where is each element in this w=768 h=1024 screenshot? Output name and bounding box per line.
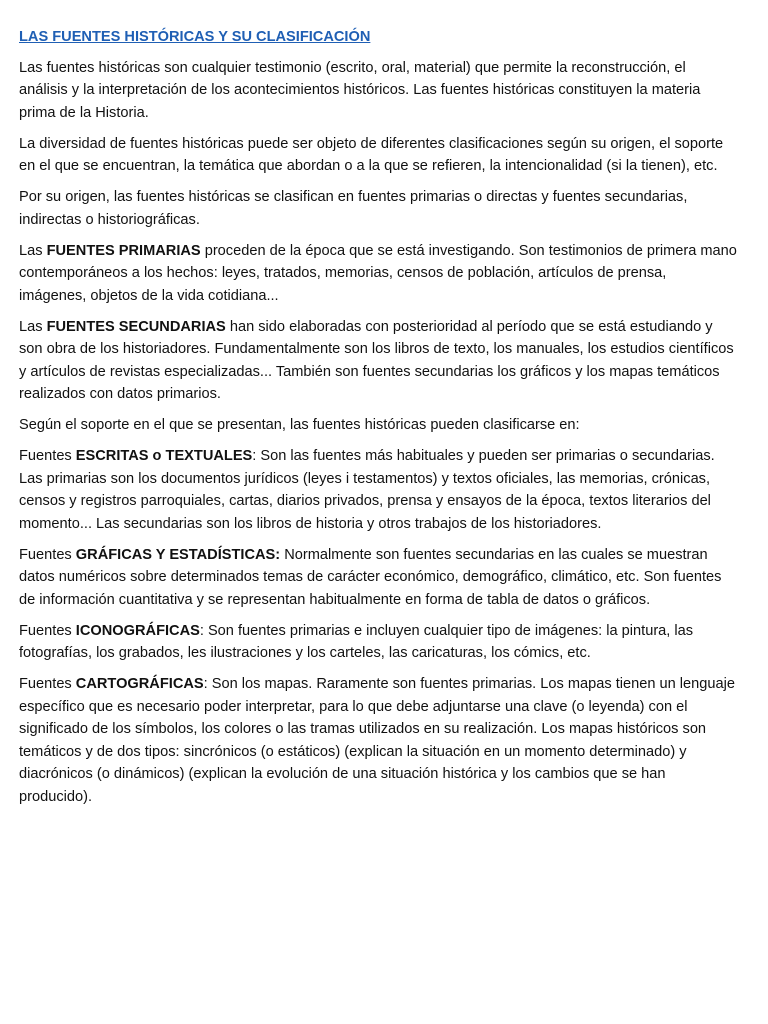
paragraph-secondary-sources: [19, 316, 737, 406]
body-text: : Son las fuentes más habituales y pueden ser primarias o secundarias. Las primarias son los documentos jurídicos (leyes i testamentos) y textos oficiales, las memorias, crónicas, censos y registros parroquiales, cartas, diarios privados, prensa y ensayos de la época, textos literarios del momento... Las secundarias son los libros de historia y otros trabajos de los historiadores.: [19, 448, 715, 532]
paragraph-diversity: La diversidad de fuentes históricas puede ser objeto de diferentes clasificaciones según su origen, el soporte en el que se encuentran, la temática que abordan o a la que se refieren, la intencionalidad (si la tienen), etc.: [19, 135, 724, 174]
lead-text: Las: [19, 318, 47, 335]
term-primary-sources: FUENTES PRIMARIAS: [46, 242, 201, 259]
term-graphic-sources: GRÁFICAS Y ESTADÍSTICAS:: [75, 546, 281, 563]
paragraph-support-intro: Según el soporte en el que se presentan, las fuentes históricas pueden clasificarse en:: [19, 417, 580, 433]
term-cartographic-sources: CARTOGRÁFICAS: [75, 676, 204, 692]
body-text: han sido elaboradas con posterioridad al período que se está estudiando y son obra de los historiadores. Fundamentalmente son los libros de texto, los manuales, los estudios científicos y artículos de revistas especializadas... También son fuentes secundarias los gráficos y los mapas temáticos realizados con datos primarios.: [19, 318, 734, 402]
body-text: proceden de la época que se está investigando. Son testimonios de primera mano contemporáneos a los hechos: leyes, tratados, memorias, censos de población, artículos de prensa, imágenes, objetos de la vida cotidiana...: [19, 242, 737, 304]
body-text: : Son fuentes primarias e incluyen cualquier tipo de imágenes: la pintura, las fotografías, los grabados, les ilustraciones y los carteles, las caricaturas, los cómics, etc.: [19, 622, 694, 661]
lead-text: Fuentes: [19, 622, 76, 639]
lead-text: Fuentes: [19, 546, 76, 563]
term-written-sources: ESCRITAS o TEXTUALES: [75, 448, 253, 464]
lead-text: Fuentes: [19, 676, 76, 692]
document-title: LAS FUENTES HISTÓRICAS Y SU CLASIFICACIÓN: [19, 29, 371, 45]
document-page: [19, 26, 737, 817]
paragraph-iconographic-sources: [19, 620, 737, 665]
paragraph-primary-sources: [19, 240, 737, 308]
paragraph-cartographic-sources: [19, 673, 737, 808]
paragraph-origin: Por su origen, las fuentes históricas se clasifican en fuentes primarias o directas y fuentes secundarias, indirectas o historiográficas.: [19, 189, 688, 228]
body-text: Normalmente son fuentes secundarias en las cuales se muestran datos numéricos sobre determinados temas de carácter económico, demográfico, climático, etc. Son fuentes de información cuantitativa y se representan habitualmente en forma de tabla de datos o gráficos.: [19, 546, 722, 608]
paragraph-definition: Las fuentes históricas son cualquier testimonio (escrito, oral, material) que permite la reconstrucción, el análisis y la interpretación de los acontecimientos históricos. Las fuentes históricas constituyen la materia prima de la Historia.: [19, 59, 701, 121]
paragraph-graphic-sources: [19, 544, 737, 612]
term-secondary-sources: FUENTES SECUNDARIAS: [46, 318, 226, 335]
term-iconographic-sources: ICONOGRÁFICAS: [75, 622, 200, 639]
lead-text: Fuentes: [19, 448, 76, 464]
body-text: : Son los mapas. Raramente son fuentes primarias. Los mapas tienen un lenguaje específico que es necesario poder interpretar, para lo que debe adjuntarse una clave (o leyenda) con el significado de los símbolos, los colores o las tramas utilizados en su realización. Los mapas históricos son temáticos y de dos tipos: sincrónicos (o estáticos) (explican la situación en un momento determinado) y diacrónicos (o dinámicos) (explican la evolución de una situación histórica y los cambios que se han producido).: [19, 676, 735, 805]
lead-text: Las: [19, 242, 47, 259]
paragraph-written-sources: [19, 445, 737, 535]
